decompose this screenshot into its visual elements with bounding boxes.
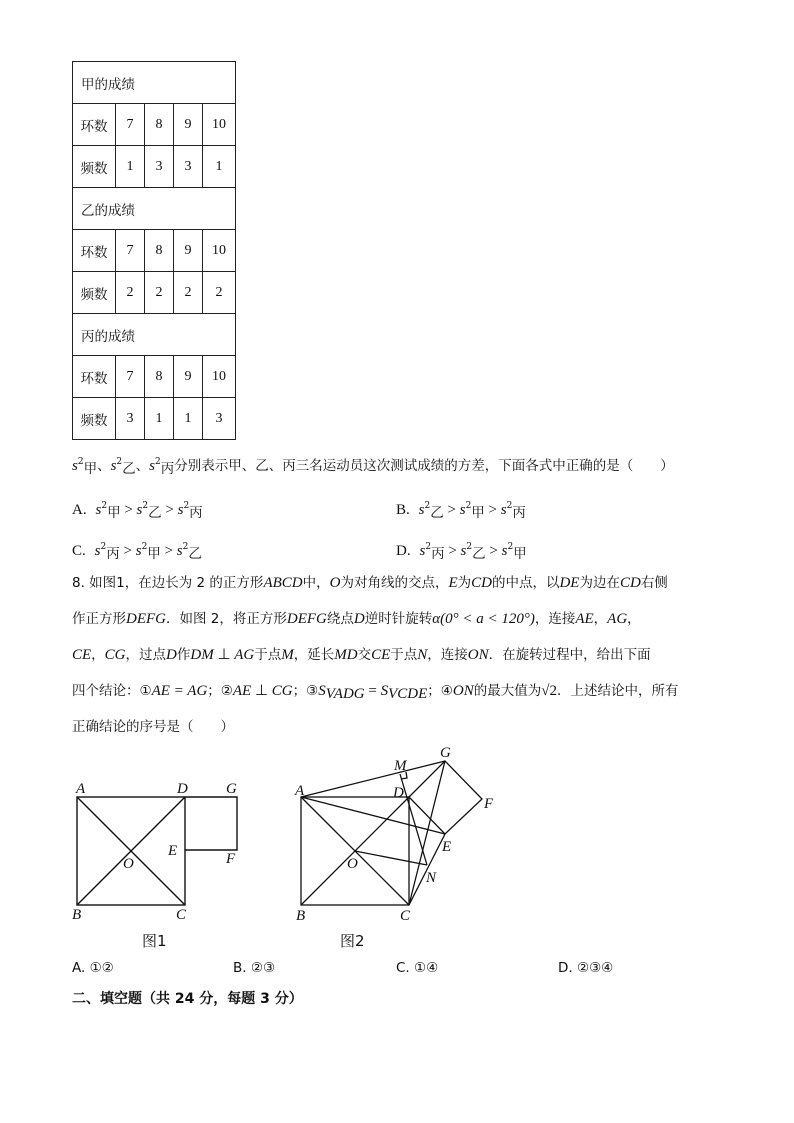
table-cell: 2 [116,272,145,314]
q7-option-c: C. $s^2_丙 > s^2_甲 > s^2_乙$ [72,542,202,562]
row-label: 环数 [73,230,116,272]
table-cell: 7 [116,356,145,398]
table-row [73,146,236,188]
q8-option-d: D. ②③④ [558,960,614,976]
table-cell: 7 [116,104,145,146]
table-cell: 9 [174,104,203,146]
table-cell: 10 [203,356,236,398]
table-cell: 1 [116,146,145,188]
table-cell: 2 [174,272,203,314]
table-cell: 9 [174,230,203,272]
q8-stem-line-4: 四个结论：①AE = AG；②AE ⊥ CG；$③S_{VADG} = S_{VCDE}$；④ON的最大值为√2．上述结论中，所有 [72,683,679,702]
table-cell: 3 [203,398,236,440]
table-cell: 10 [203,104,236,146]
row-label: 环数 [73,104,116,146]
label-g: G [226,781,237,797]
label-b: B [296,908,306,924]
label-d: D [177,781,188,797]
label-g: G [440,745,451,761]
table-row [73,398,236,440]
table-cell: 8 [145,104,174,146]
table-cell: 7 [116,230,145,272]
row-label: 频数 [73,398,116,440]
label-o: O [347,856,358,872]
q7-option-a: A. $s^2_甲 > s^2_乙 > s^2_丙$ [72,501,203,521]
q8-option-c: C. ①④ [396,960,439,976]
q8-option-b: B. ②③ [233,960,276,976]
segment-mn [400,774,427,865]
segment-on [355,851,427,865]
label-m: M [394,758,407,774]
label-f: F [226,851,236,867]
table-cell: 10 [203,230,236,272]
label-e: E [442,839,452,855]
label-a: A [76,781,86,797]
table-cell: 1 [145,398,174,440]
figure-2 [290,742,510,952]
square-defg [409,761,482,834]
figure-1 [70,775,270,955]
table-title-bing: 丙的成绩 [73,314,236,356]
table-cell: 1 [203,146,236,188]
table-row [73,230,236,272]
label-o: O [123,856,134,872]
segment-ag [301,761,445,797]
table-title-jia: 甲的成绩 [73,62,236,104]
q8-stem-line-3: CE，CG，过点D作DM ⊥ AG于点M，延长MD交CE于点N，连接ON．在旋转过程中，给出下面 [72,647,651,663]
label-n: N [426,870,437,886]
table-cell: 8 [145,356,174,398]
table-title-yi: 乙的成绩 [73,188,236,230]
score-table [72,61,236,440]
table-row [73,356,236,398]
q7-option-d: D. $s^2_丙 > s^2_乙 > s^2_甲$ [396,542,527,562]
q7-option-b: B. $s^2_乙 > s^2_甲 > s^2_丙$ [396,501,526,521]
label-c: C [176,907,187,923]
table-cell: 3 [116,398,145,440]
table-cell: 3 [174,146,203,188]
label-f: F [484,796,494,812]
table-cell: 3 [145,146,174,188]
figure-2-caption: 图2 [340,932,365,950]
q8-option-a: A. ①② [72,960,114,976]
label-b: B [72,907,82,923]
table-cell: 2 [145,272,174,314]
q8-stem-line-1: 8. 如图1，在边长为 2 的正方形ABCD中，O为对角线的交点，E为CD的中点，以DE为边在CD右侧 [72,575,668,591]
label-c: C [400,908,411,924]
row-label: 频数 [73,272,116,314]
row-label: 环数 [73,356,116,398]
segment-ae [301,797,445,834]
row-label: 频数 [73,146,116,188]
table-row [73,104,236,146]
table-cell: 8 [145,230,174,272]
section-2-title: 二、填空题（共 24 分，每题 3 分） [72,991,303,1007]
table-cell: 2 [203,272,236,314]
label-a: A [295,783,305,799]
label-e: E [168,843,178,859]
table-cell: 9 [174,356,203,398]
table-row [73,272,236,314]
figure-1-caption: 图1 [142,932,167,950]
q8-stem-line-2: 作正方形DEFG．如图 2，将正方形DEFG绕点D逆时针旋转α(0° < a < 120°)，连接AE，AG， [72,611,641,627]
table-cell: 1 [174,398,203,440]
q7-stem: $s^2_甲$、$s^2_乙$、$s^2_丙$分别表示甲、乙、丙三名运动员这次测试成绩的方差，下面各式中正确的是（ ） [72,457,674,477]
label-d: D [393,785,404,801]
q8-stem-line-5: 正确结论的序号是（ ） [72,719,234,735]
square-defg [185,797,237,850]
